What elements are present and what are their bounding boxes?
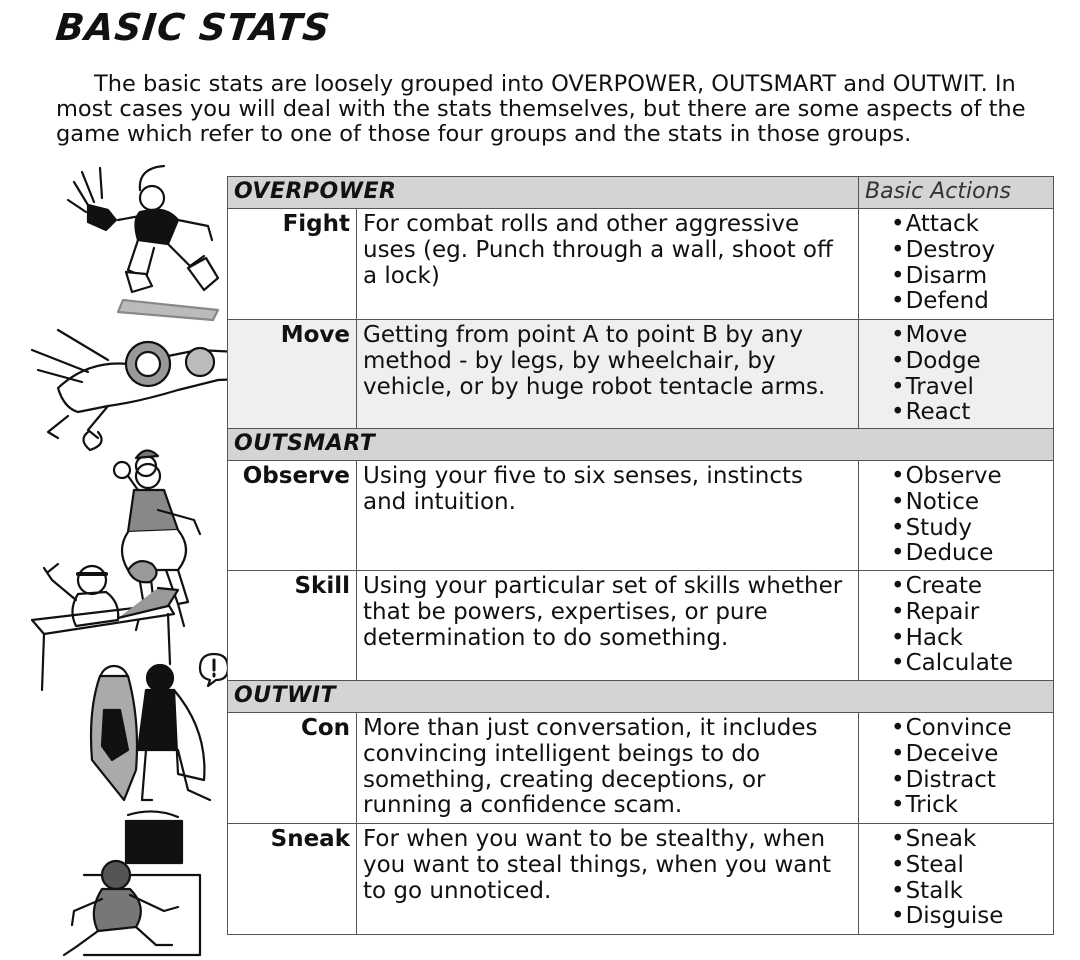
action-item: • Destroy — [891, 238, 1053, 264]
action-item: • Dodge — [891, 349, 1053, 375]
stat-row-sneak — [228, 824, 1054, 935]
action-item: • Notice — [891, 490, 1053, 516]
action-item: • Move — [891, 323, 1053, 349]
action-item: • Stalk — [891, 879, 1053, 905]
group-name: OVERPOWER — [228, 177, 859, 209]
stat-description: More than just conversation, it includes convincing intelligent beings to do something, creating deceptions, or running a confidence scam. — [357, 713, 859, 824]
basic-stats-table — [227, 176, 1054, 935]
talking-heroes-illustration — [91, 654, 228, 800]
action-item: • Attack — [891, 212, 1053, 238]
stat-actions — [859, 320, 1054, 429]
action-item: • Defend — [891, 289, 1053, 315]
action-item: • Calculate — [891, 651, 1053, 677]
stat-actions — [859, 209, 1054, 320]
action-item: • Deceive — [891, 742, 1053, 768]
action-item: • Study — [891, 516, 1053, 542]
group-row-outwit — [228, 681, 1054, 713]
group-row-outsmart — [228, 429, 1054, 461]
basic-actions-header: Basic Actions — [859, 177, 1054, 209]
intro-paragraph: The basic stats are loosely grouped into OVERPOWER, OUTSMART and OUTWIT. In most cases you will deal with the stats themselves, but there are some aspects of the game which refer to one of those four groups and the stats in those groups. — [56, 71, 1026, 147]
action-item: • React — [891, 400, 1053, 426]
stat-row-fight — [228, 209, 1054, 320]
stat-actions — [859, 571, 1054, 681]
action-item: • Repair — [891, 600, 1053, 626]
stat-description: Using your five to six senses, instincts and intuition. — [357, 461, 859, 571]
action-item: • Create — [891, 574, 1053, 600]
group-name: OUTSMART — [228, 429, 1054, 461]
stat-row-skill — [228, 571, 1054, 681]
stat-name: Con — [228, 713, 357, 824]
character-illustrations — [28, 160, 233, 960]
stat-row-observe — [228, 461, 1054, 571]
stat-row-con — [228, 713, 1054, 824]
action-item: • Hack — [891, 626, 1053, 652]
sneaking-hero-illustration — [64, 811, 200, 955]
stat-row-move — [228, 320, 1054, 429]
action-item: • Sneak — [891, 827, 1053, 853]
action-item: • Travel — [891, 375, 1053, 401]
action-item: • Trick — [891, 793, 1053, 819]
action-item: • Disarm — [891, 264, 1053, 290]
group-name: OUTWIT — [228, 681, 1054, 713]
action-item: • Deduce — [891, 541, 1053, 567]
stat-description: Using your particular set of skills whether that be powers, expertises, or pure determination to do something. — [357, 571, 859, 681]
stat-name: Fight — [228, 209, 357, 320]
group-row-overpower — [228, 177, 1054, 209]
stat-name: Sneak — [228, 824, 357, 935]
action-item: • Observe — [891, 464, 1053, 490]
stat-actions — [859, 824, 1054, 935]
stat-name: Move — [228, 320, 357, 429]
stat-description: For when you want to be stealthy, when you want to steal things, when you want to go unnoticed. — [357, 824, 859, 935]
stat-description: Getting from point A to point B by any method - by legs, by wheelchair, by vehicle, or by huge robot tentacle arms. — [357, 320, 859, 429]
stat-description: For combat rolls and other aggressive uses (eg. Punch through a wall, shoot off a lock) — [357, 209, 859, 320]
action-item: • Steal — [891, 853, 1053, 879]
action-item: • Convince — [891, 716, 1053, 742]
punching-hero-illustration — [68, 166, 218, 320]
page-title: BASIC STATS — [53, 6, 333, 49]
stat-name: Observe — [228, 461, 357, 571]
stat-actions — [859, 461, 1054, 571]
stat-actions — [859, 713, 1054, 824]
flying-hero-illustration — [32, 330, 233, 450]
action-item: • Disguise — [891, 904, 1053, 930]
stat-name: Skill — [228, 571, 357, 681]
action-item: • Distract — [891, 768, 1053, 794]
